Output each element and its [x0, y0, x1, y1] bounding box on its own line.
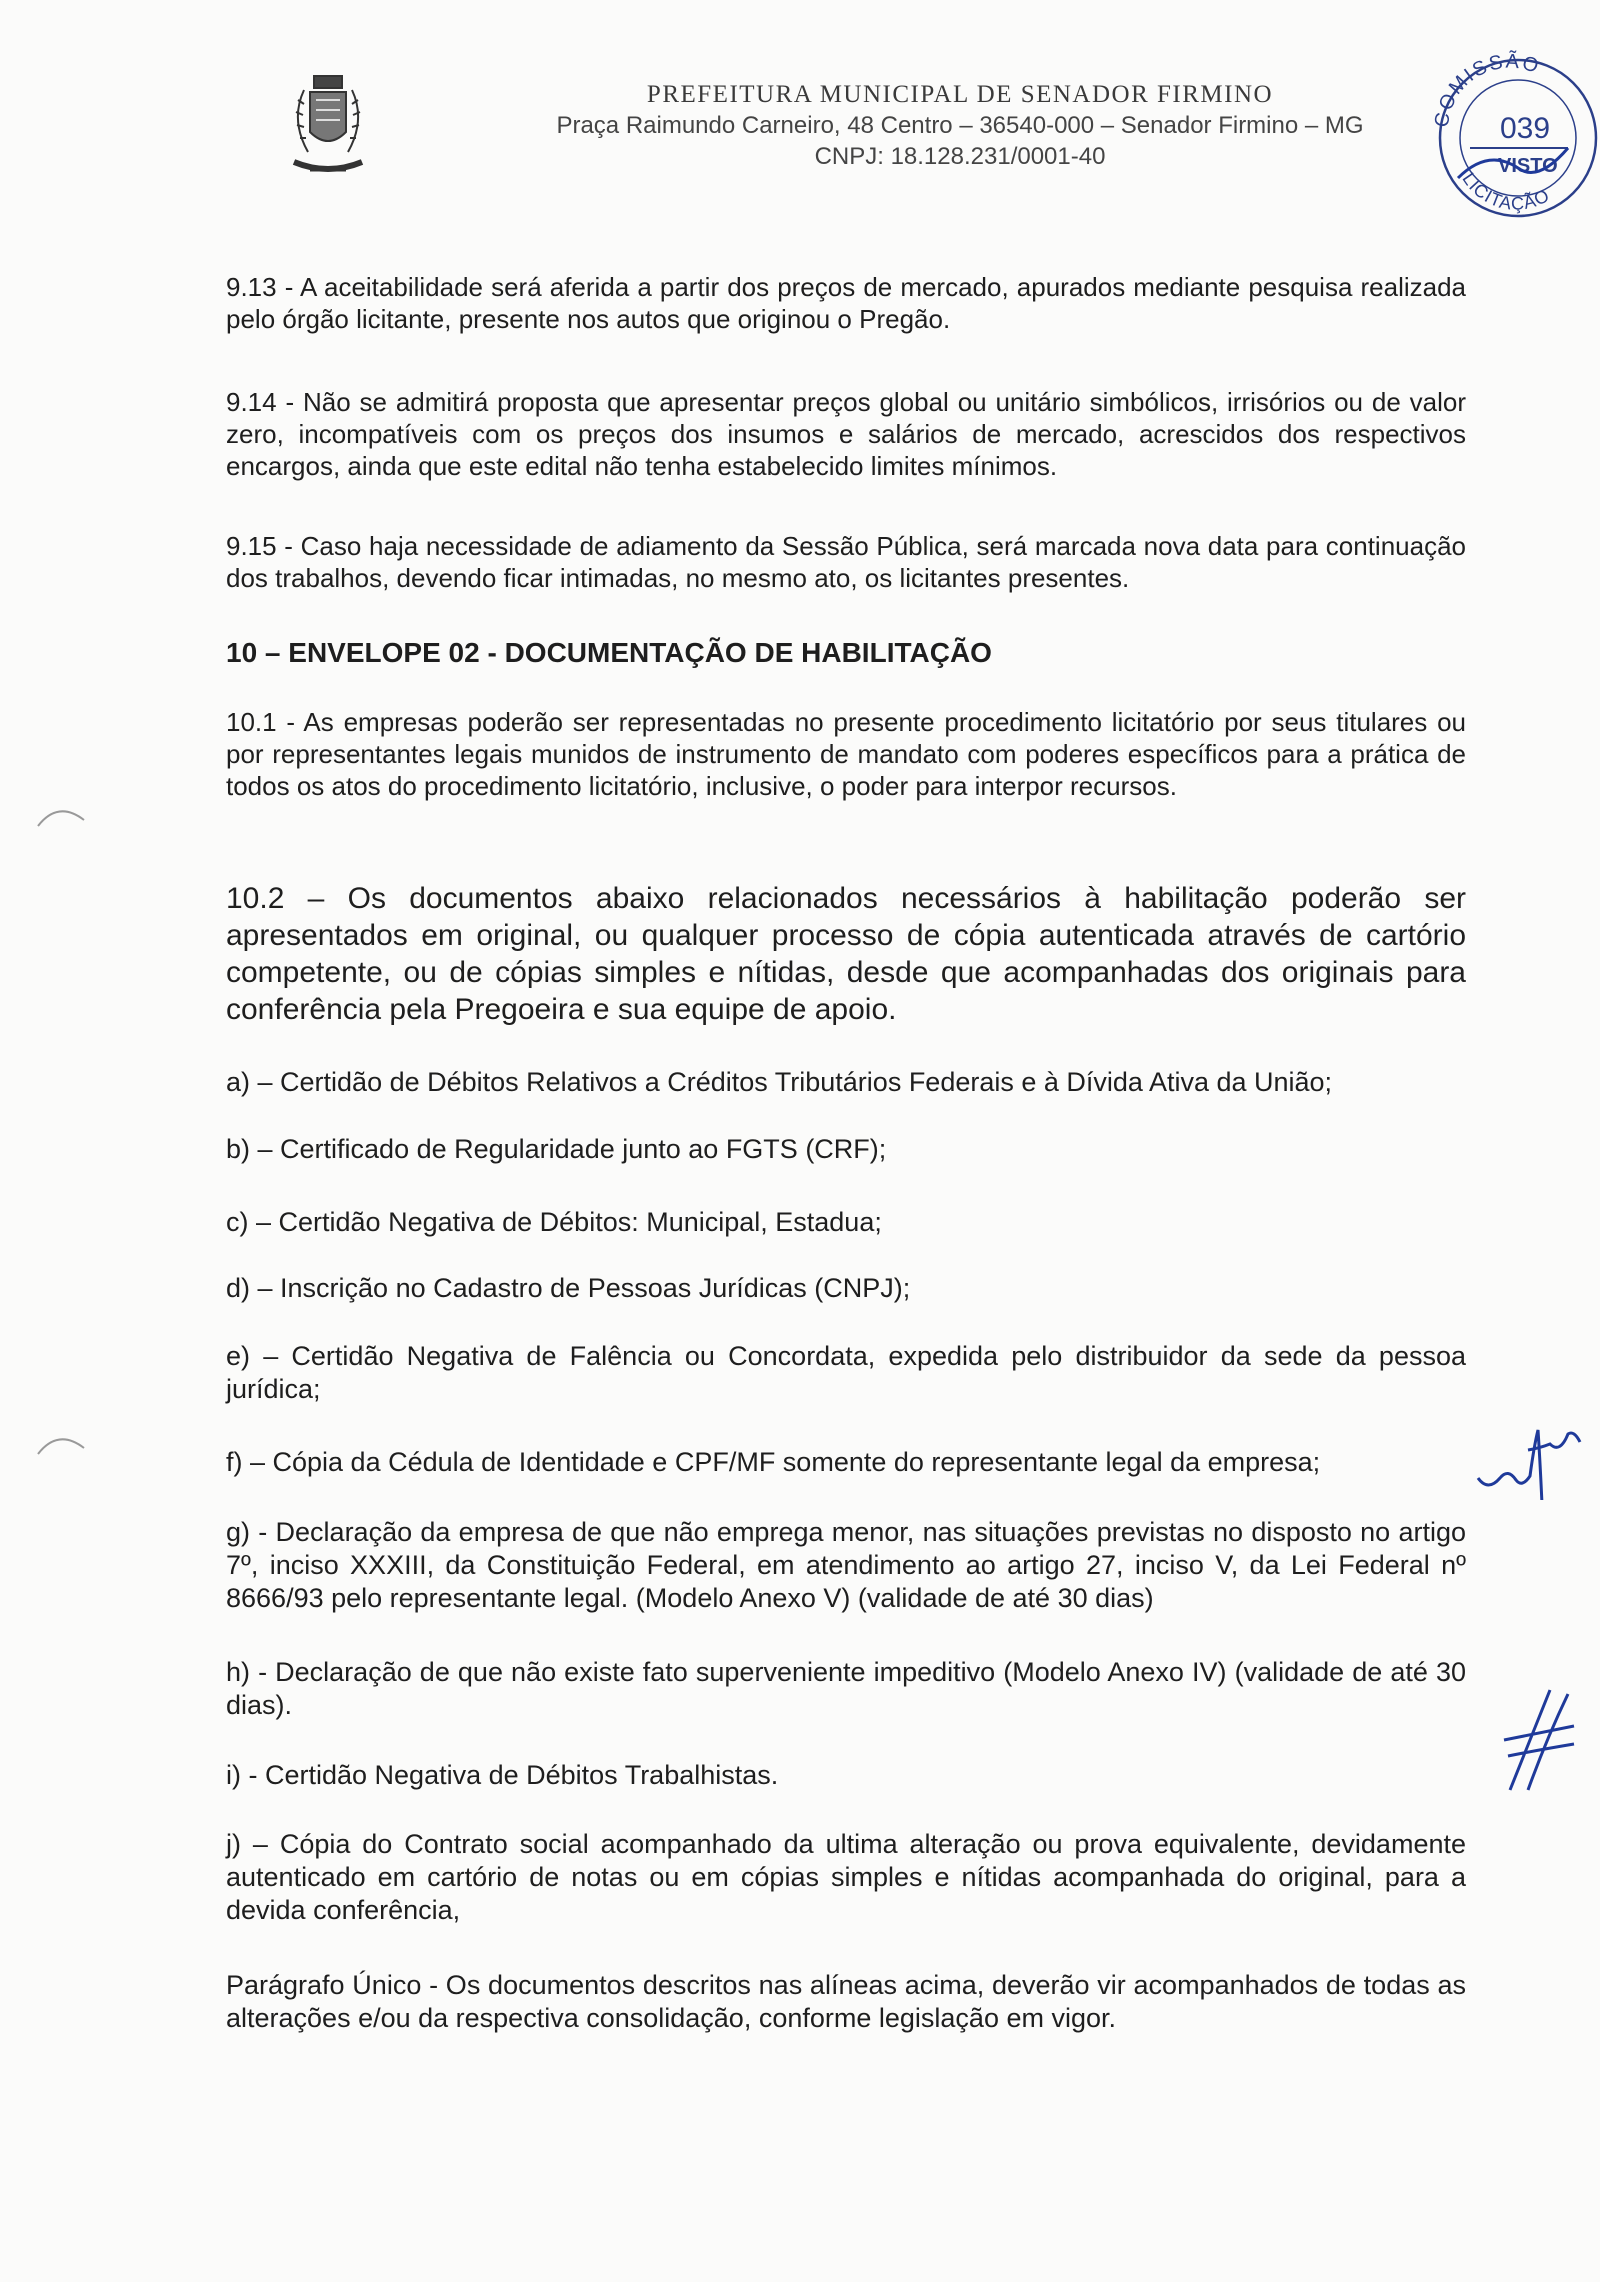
section-10-heading: 10 – ENVELOPE 02 - DOCUMENTAÇÃO DE HABILITAÇÃO [226, 637, 992, 668]
municipality-cnpj: CNPJ: 18.128.231/0001-40 [814, 143, 1106, 170]
item-h: h) - Declaração de que não existe fato superveniente impeditivo (Modelo Anexo IV) (validade de até 30 dias). [226, 1657, 1466, 1720]
stamp-bottom-text: LICITAÇÃO [1458, 169, 1554, 214]
stamp-top-text: COMISSÃO [1430, 50, 1543, 129]
item-e: e) – Certidão Negativa de Falência ou Concordata, expedida pelo distribuidor da sede da pessoa jurídica; [226, 1341, 1466, 1404]
commission-stamp [1418, 28, 1598, 228]
item-b: b) – Certificado de Regularidade junto ao FGTS (CRF); [226, 1134, 887, 1164]
municipality-title: PREFEITURA MUNICIPAL DE SENADOR FIRMINO [646, 81, 1274, 108]
clause-10-1: 10.1 - As empresas poderão ser representadas no presente procedimento licitatório por seus titulares ou por representantes legais munidos de instrumento de mandato com poderes específicos para a prática de todos os atos do procedimento licitatório, inclusive, o poder para interpor recursos. [226, 707, 1466, 801]
paragrafo-unico: Parágrafo Único - Os documentos descritos nas alíneas acima, deverão vir acompanhados de todas as alterações e/ou da respectiva consolidação, conforme legislação em vigor. [226, 1970, 1466, 2033]
signature-initials-2 [1500, 1680, 1580, 1800]
punch-mark [36, 800, 86, 830]
signature-initials-1 [1470, 1420, 1596, 1500]
municipality-address: Praça Raimundo Carneiro, 48 Centro – 36540-000 – Senador Firmino – MG [556, 112, 1364, 139]
stamp-number: 039 [1500, 112, 1551, 145]
clause-10-2: 10.2 – Os documentos abaixo relacionados necessários à habilitação poderão ser apresentados em original, ou qualquer processo de cópia autenticada através de cartório competente, ou de cópias simples e nítidas, desde que acompanhadas dos originais para conferência pela Pregoeira e sua equipe de apoio. [226, 882, 1466, 1026]
clause-9-13: 9.13 - A aceitabilidade será aferida a partir dos preços de mercado, apurados mediante pesquisa realizada pelo órgão licitante, presente nos autos que originou o Pregão. [226, 272, 1466, 334]
punch-mark [36, 1428, 86, 1458]
item-c: c) – Certidão Negativa de Débitos: Municipal, Estadua; [226, 1207, 882, 1237]
item-a: a) – Certidão de Débitos Relativos a Créditos Tributários Federais e à Dívida Ativa da União; [226, 1067, 1333, 1097]
item-i: i) - Certidão Negativa de Débitos Trabalhistas. [226, 1760, 779, 1790]
clause-9-15: 9.15 - Caso haja necessidade de adiamento da Sessão Pública, será marcada nova data para continuação dos trabalhos, devendo ficar intimadas, no mesmo ato, os licitantes presentes. [226, 531, 1466, 593]
stamp-middle-text: VISTO [1498, 155, 1558, 177]
item-d: d) – Inscrição no Cadastro de Pessoas Jurídicas (CNPJ); [226, 1273, 911, 1303]
item-f: f) – Cópia da Cédula de Identidade e CPF/MF somente do representante legal da empresa; [226, 1447, 1321, 1477]
item-g: g) - Declaração da empresa de que não emprega menor, nas situações previstas no disposto no artigo 7º, inciso XXXIII, da Constituição Federal, em atendimento ao artigo 27, inciso V, da Lei Federal nº 8666/93 pelo representante legal. (Modelo Anexo V) (validade de até 30 dias) [226, 1517, 1466, 1613]
item-j: j) – Cópia do Contrato social acompanhado da ultima alteração ou prova equivalente, devidamente autenticado em cartório de notas ou em cópias simples e nítidas acompanhada do original, para a devida conferência, [226, 1829, 1466, 1925]
clause-9-14: 9.14 - Não se admitirá proposta que apresentar preços global ou unitário simbólicos, irrisórios ou de valor zero, incompatíveis com os preços dos insumos e salários de mercado, acrescidos dos respectivos encargos, ainda que este edital não tenha estabelecido limites mínimos. [226, 387, 1466, 481]
coat-of-arms-logo [280, 70, 376, 190]
letterhead [440, 80, 1480, 172]
